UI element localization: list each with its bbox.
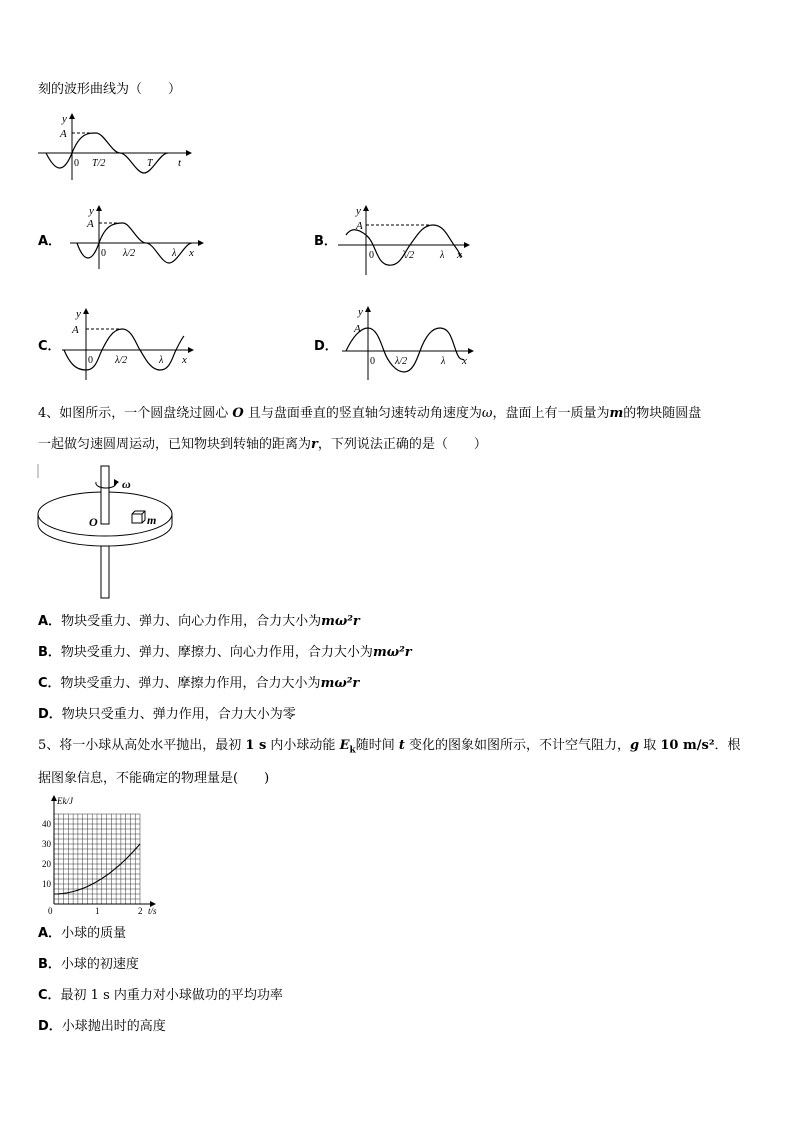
svg-text:A: A: [356, 220, 363, 232]
svg-text:λ/2: λ/2: [402, 250, 415, 261]
q3-given-origin-label: 0: [74, 158, 79, 169]
svg-text:λ: λ: [159, 355, 164, 366]
q5-chart-axes: [51, 795, 156, 907]
y-axis-label: Ek/J: [57, 796, 73, 806]
q3-given-y-label: y: [62, 113, 67, 125]
q4-omega-label: ω: [122, 477, 131, 491]
q3-option-a-graph: [68, 205, 208, 273]
q3-given-wave-graph: [36, 112, 196, 182]
q4-mass-label: m: [147, 513, 157, 527]
q4-stem-line2: 一起做匀速圆周运动，已知物块到转轴的距离为r，下列说法正确的是（ ）: [38, 437, 487, 452]
svg-text:0: 0: [370, 356, 375, 367]
x-tick-label: 0: [48, 906, 53, 916]
svg-text:x: x: [462, 355, 467, 367]
q4-stem-line1: 4、如图所示，一个圆盘绕过圆心 O 且与盘面垂直的竖直轴匀速转动角速度为ω，盘面上有一质量为m的物块随圆盘: [38, 406, 702, 421]
q4-option-d: D．物块只受重力、弹力作用，合力大小为零: [38, 707, 296, 722]
q5-stem-line1: 5、将一小球从高处水平抛出，最初 1 s 内小球动能 $E_k$随时间 t 变化的图象如图所示，不计空气阻力，g 取 10 m/s²．根: [38, 738, 741, 756]
q5-chart-grid: [54, 814, 140, 904]
q4-disc-figure: [36, 462, 176, 602]
q3-given-half-label: T/2: [92, 158, 106, 169]
q5-stem-line2: 据图象信息，不能确定的物理量是( ): [38, 771, 270, 786]
q5-option-b: B．小球的初速度: [38, 957, 139, 972]
svg-text:x: x: [189, 247, 194, 259]
q3-given-x-label: t: [178, 157, 182, 169]
q4-option-b: B．物块受重力、弹力、摩擦力、向心力作用，合力大小为mω²r: [38, 645, 412, 660]
q3-option-c-graph: [60, 308, 200, 382]
svg-text:y: y: [358, 306, 363, 318]
svg-text:λ: λ: [440, 250, 445, 261]
x-tick-label: 2: [138, 906, 143, 916]
q3-given-A-label: A: [60, 128, 67, 140]
x-tick-label: 1: [95, 906, 100, 916]
q3-option-a-letter: A．: [38, 234, 62, 249]
q3-option-d-letter: D．: [314, 339, 338, 354]
svg-text:λ/2: λ/2: [395, 356, 408, 367]
svg-text:y: y: [356, 205, 361, 217]
y-tick-label: 30: [42, 839, 51, 849]
q5-option-c: C．最初 1 s 内重力对小球做功的平均功率: [38, 988, 283, 1003]
q3-option-d-graph: [340, 306, 480, 382]
svg-text:A: A: [72, 324, 79, 336]
svg-text:λ: λ: [441, 356, 446, 367]
svg-text:A: A: [354, 323, 361, 335]
q3-option-c-letter: C．: [38, 339, 61, 354]
svg-text:y: y: [89, 205, 94, 217]
q4-option-c: C．物块受重力、弹力、摩擦力作用，合力大小为mω²r: [38, 676, 360, 691]
svg-text:λ: λ: [172, 248, 177, 259]
q5-ek-chart: [36, 796, 166, 916]
x-axis-label: t/s: [148, 906, 157, 916]
q3-given-full-label: T: [147, 158, 153, 169]
q5-option-a: A．小球的质量: [38, 926, 127, 941]
q3-option-b-graph: [336, 205, 476, 277]
svg-text:0: 0: [88, 355, 93, 366]
q4-center-label: O: [89, 515, 98, 529]
svg-text:λ/2: λ/2: [123, 248, 136, 259]
q4-option-a: A．物块受重力、弹力、向心力作用，合力大小为mω²r: [38, 614, 360, 629]
svg-text:y: y: [76, 308, 81, 320]
svg-text:A: A: [87, 218, 94, 230]
q3-tail-text: 刻的波形曲线为（ ）: [38, 82, 182, 97]
svg-text:0: 0: [101, 248, 106, 259]
svg-text:0: 0: [369, 250, 374, 261]
svg-text:λ/2: λ/2: [115, 355, 128, 366]
q5-option-d: D．小球抛出时的高度: [38, 1019, 166, 1034]
q3-option-b-letter: B．: [314, 234, 337, 249]
svg-text:x: x: [457, 249, 462, 261]
svg-text:x: x: [182, 354, 187, 366]
y-tick-label: 20: [42, 859, 51, 869]
y-tick-label: 40: [42, 819, 51, 829]
y-tick-label: 10: [42, 879, 51, 889]
